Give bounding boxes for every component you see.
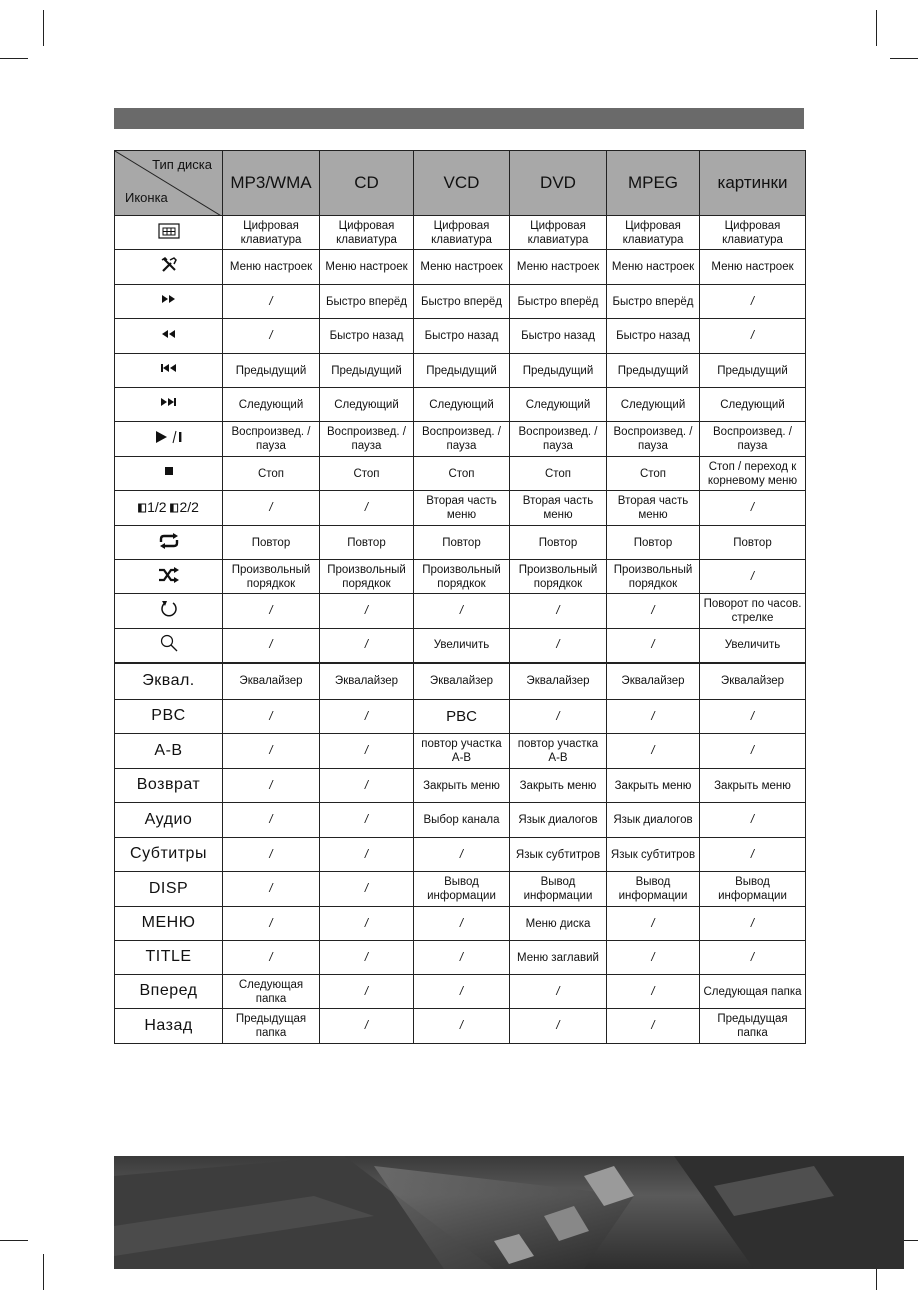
- table-cell: Поворот по часов. стрелке: [700, 594, 806, 629]
- table-cell: Вторая часть меню: [510, 491, 607, 526]
- stop-icon: [115, 457, 223, 491]
- row-label: [115, 975, 223, 1009]
- table-cell: /: [700, 907, 806, 941]
- table-cell: /: [223, 803, 320, 838]
- table-cell: Повтор: [700, 526, 806, 560]
- table-cell: Воспроизвед. / пауза: [414, 422, 510, 457]
- table-header-row: [115, 151, 806, 216]
- row-label: [115, 872, 223, 907]
- table-cell: Эквалайзер: [510, 663, 607, 700]
- table-row: [115, 354, 806, 388]
- table-cell: /: [320, 734, 414, 769]
- table-cell: Предыдущий: [320, 354, 414, 388]
- table-cell: Воспроизвед. / пауза: [700, 422, 806, 457]
- table-row: [115, 491, 806, 526]
- table-row: [115, 907, 806, 941]
- table-row: [115, 700, 806, 734]
- table-row: [115, 526, 806, 560]
- table-cell: Эквалайзер: [700, 663, 806, 700]
- crop-mark: [43, 10, 44, 46]
- table-cell: Быстро вперёд: [320, 285, 414, 319]
- table-cell: Быстро вперёд: [510, 285, 607, 319]
- table-row: [115, 319, 806, 354]
- table-cell: Увеличить: [700, 629, 806, 663]
- table-cell: Воспроизвед. / пауза: [607, 422, 700, 457]
- table-cell: Произвольный порядкок: [607, 560, 700, 594]
- row-label-text: DISP: [148, 879, 189, 897]
- row-label: [115, 769, 223, 803]
- table-cell: Меню настроек: [700, 250, 806, 285]
- table-cell: Следующий: [320, 388, 414, 422]
- table-row: [115, 941, 806, 975]
- table-cell: /: [320, 941, 414, 975]
- table-cell: /: [320, 629, 414, 663]
- table-cell: Предыдущий: [223, 354, 320, 388]
- table-cell: Повтор: [223, 526, 320, 560]
- table-cell: Стоп / переход к корневому меню: [700, 457, 806, 491]
- shuffle-icon: [115, 560, 223, 594]
- crop-mark: [43, 1254, 44, 1290]
- table-cell: Повтор: [607, 526, 700, 560]
- table-cell: Эквалайзер: [223, 663, 320, 700]
- row-label-text: Назад: [144, 1016, 193, 1034]
- table-cell: /: [320, 975, 414, 1009]
- crop-mark: [0, 1240, 28, 1241]
- table-cell: /: [223, 941, 320, 975]
- fast-forward-icon: [115, 285, 223, 319]
- table-cell: /: [700, 700, 806, 734]
- table-cell: Вторая часть меню: [414, 491, 510, 526]
- table-cell: Меню заглавий: [510, 941, 607, 975]
- table-cell: /: [607, 941, 700, 975]
- table-row: [115, 838, 806, 872]
- table-cell: Произвольный порядкок: [223, 560, 320, 594]
- function-table: [114, 150, 806, 1044]
- rotate-icon: [115, 594, 223, 629]
- table-cell: /: [414, 1009, 510, 1044]
- table-cell: Быстро назад: [510, 319, 607, 354]
- table-cell: Воспроизвед. / пауза: [223, 422, 320, 457]
- table-row: [115, 250, 806, 285]
- table-row: [115, 769, 806, 803]
- table-cell: Меню настроек: [607, 250, 700, 285]
- table-cell: /: [414, 838, 510, 872]
- table-cell: /: [320, 803, 414, 838]
- table-cell: Повтор: [320, 526, 414, 560]
- table-cell: /: [223, 594, 320, 629]
- table-cell: /: [700, 803, 806, 838]
- table-cell: Вторая часть меню: [607, 491, 700, 526]
- table-cell: /: [320, 1009, 414, 1044]
- table-cell: /: [320, 838, 414, 872]
- table-row: [115, 872, 806, 907]
- table-row: [115, 803, 806, 838]
- table-cell: Стоп: [414, 457, 510, 491]
- table-cell: Эквалайзер: [320, 663, 414, 700]
- table-cell: Цифровая клавиатура: [607, 216, 700, 250]
- table-cell: Быстро назад: [607, 319, 700, 354]
- table-row: [115, 457, 806, 491]
- table-cell: /: [223, 285, 320, 319]
- table-cell: Цифровая клавиатура: [414, 216, 510, 250]
- table-cell: Предыдущий: [607, 354, 700, 388]
- table-cell: Произвольный порядкок: [414, 560, 510, 594]
- row-label-text: Вперед: [139, 982, 198, 999]
- table-row: [115, 422, 806, 457]
- table-cell: повтор участка A-B: [510, 734, 607, 769]
- play-pause-icon: [115, 422, 223, 457]
- table-cell: Закрыть меню: [414, 769, 510, 803]
- column-header: MPEG: [607, 151, 700, 216]
- table-row: [115, 975, 806, 1009]
- table-cell: Язык диалогов: [607, 803, 700, 838]
- table-cell: Меню настроек: [223, 250, 320, 285]
- table-cell: Произвольный порядкок: [320, 560, 414, 594]
- table-cell: Язык субтитров: [607, 838, 700, 872]
- row-label: [115, 700, 223, 734]
- table-cell: /: [607, 1009, 700, 1044]
- next-icon: [115, 388, 223, 422]
- row-label: [115, 803, 223, 838]
- table-cell: Следующая папка: [700, 975, 806, 1009]
- table-cell: /: [414, 941, 510, 975]
- table-row: [115, 388, 806, 422]
- table-cell: /: [223, 734, 320, 769]
- table-cell: Воспроизвед. / пауза: [510, 422, 607, 457]
- row-label-text: A-B: [154, 741, 183, 759]
- row-label-text: Эквал.: [142, 671, 195, 689]
- table-cell: Стоп: [607, 457, 700, 491]
- table-cell: Стоп: [223, 457, 320, 491]
- table-cell: /: [320, 700, 414, 734]
- corner-type-label: Тип диска: [152, 157, 212, 172]
- crop-mark: [0, 58, 28, 59]
- table-cell: повтор участка A-B: [414, 734, 510, 769]
- table-cell: Предыдущий: [414, 354, 510, 388]
- table-cell: Следующий: [607, 388, 700, 422]
- table-cell: /: [700, 491, 806, 526]
- rewind-icon: [115, 319, 223, 354]
- table-cell: Следующий: [414, 388, 510, 422]
- table-cell: Следующая папка: [223, 975, 320, 1009]
- table-cell: /: [414, 594, 510, 629]
- corner-cell: [115, 151, 223, 216]
- table-cell: Увеличить: [414, 629, 510, 663]
- column-header: CD: [320, 151, 414, 216]
- row-label-text: МЕНЮ: [141, 914, 196, 931]
- table-cell: Повтор: [414, 526, 510, 560]
- row-label: [115, 838, 223, 872]
- table-cell: Вывод информации: [510, 872, 607, 907]
- table-cell: Эквалайзер: [414, 663, 510, 700]
- table-row: [115, 629, 806, 663]
- table-cell: /: [320, 872, 414, 907]
- table-cell: /: [700, 285, 806, 319]
- row-label: [115, 663, 223, 700]
- table-cell: Меню настроек: [320, 250, 414, 285]
- repeat-icon: [115, 526, 223, 560]
- table-row: [115, 560, 806, 594]
- table-cell: Стоп: [510, 457, 607, 491]
- table-row: [115, 216, 806, 250]
- table-cell: Предыдущий: [700, 354, 806, 388]
- table-cell: /: [607, 629, 700, 663]
- table-cell: PBC: [414, 700, 510, 734]
- table-cell: /: [607, 700, 700, 734]
- footer-decoration: [114, 1156, 904, 1269]
- row-label: [115, 1009, 223, 1044]
- table-cell: Стоп: [320, 457, 414, 491]
- table-cell: /: [223, 319, 320, 354]
- table-cell: /: [700, 838, 806, 872]
- table-cell: /: [320, 907, 414, 941]
- table-cell: Быстро вперёд: [414, 285, 510, 319]
- row-label-text: TITLE: [145, 948, 192, 965]
- table-cell: /: [223, 769, 320, 803]
- table-cell: Язык диалогов: [510, 803, 607, 838]
- table-cell: /: [414, 975, 510, 1009]
- row-label-text: Возврат: [136, 776, 201, 793]
- table-cell: /: [223, 700, 320, 734]
- header-bar: [114, 108, 804, 129]
- footer-pattern: [114, 1156, 904, 1269]
- table-cell: Следующий: [510, 388, 607, 422]
- table-cell: Язык субтитров: [510, 838, 607, 872]
- table-row: [115, 734, 806, 769]
- crop-mark: [890, 58, 918, 59]
- table-cell: Предыдущий: [510, 354, 607, 388]
- table-cell: Быстро вперёд: [607, 285, 700, 319]
- table-row: [115, 663, 806, 700]
- table-cell: /: [223, 838, 320, 872]
- table-cell: /: [510, 700, 607, 734]
- table-cell: Произвольный порядкок: [510, 560, 607, 594]
- row-label: [115, 941, 223, 975]
- table-cell: /: [510, 594, 607, 629]
- table-cell: Воспроизвед. / пауза: [320, 422, 414, 457]
- table-cell: Быстро назад: [320, 319, 414, 354]
- table-cell: /: [700, 734, 806, 769]
- table-cell: /: [510, 975, 607, 1009]
- table-cell: Цифровая клавиатура: [510, 216, 607, 250]
- table-cell: /: [320, 769, 414, 803]
- row-label-text: Аудио: [144, 810, 193, 828]
- table-cell: /: [510, 629, 607, 663]
- column-header: MP3/WMA: [223, 151, 320, 216]
- table-cell: Следующий: [700, 388, 806, 422]
- table-cell: Меню настроек: [510, 250, 607, 285]
- table-cell: /: [320, 491, 414, 526]
- row-label-text: PBC: [151, 707, 186, 724]
- table-cell: /: [414, 907, 510, 941]
- table-row: [115, 285, 806, 319]
- table-cell: Предыдущая папка: [700, 1009, 806, 1044]
- table-cell: /: [510, 1009, 607, 1044]
- table-row: [115, 1009, 806, 1044]
- table-cell: Повтор: [510, 526, 607, 560]
- table-cell: /: [223, 491, 320, 526]
- table-cell: Выбор канала: [414, 803, 510, 838]
- previous-icon: [115, 354, 223, 388]
- table-cell: Цифровая клавиатура: [223, 216, 320, 250]
- table-cell: Цифровая клавиатура: [320, 216, 414, 250]
- table-cell: /: [607, 975, 700, 1009]
- table-cell: /: [700, 560, 806, 594]
- table-cell: Закрыть меню: [607, 769, 700, 803]
- table-cell: Закрыть меню: [510, 769, 607, 803]
- table-cell: /: [223, 629, 320, 663]
- table-cell: /: [607, 907, 700, 941]
- table-cell: Следующий: [223, 388, 320, 422]
- row-label: [115, 734, 223, 769]
- table-cell: /: [223, 872, 320, 907]
- column-header: VCD: [414, 151, 510, 216]
- row-label-text: Субтитры: [130, 845, 207, 862]
- row-label: [115, 907, 223, 941]
- table-row: [115, 594, 806, 629]
- settings-tools-icon: [115, 250, 223, 285]
- table-cell: Меню диска: [510, 907, 607, 941]
- column-header: картинки: [700, 151, 806, 216]
- zoom-icon: [115, 629, 223, 663]
- table-cell: /: [607, 594, 700, 629]
- table-cell: Вывод информации: [607, 872, 700, 907]
- table-cell: Вывод информации: [700, 872, 806, 907]
- table-cell: /: [223, 907, 320, 941]
- table-cell: Цифровая клавиатура: [700, 216, 806, 250]
- crop-mark: [876, 10, 877, 46]
- table-cell: Предыдущая папка: [223, 1009, 320, 1044]
- table-cell: Вывод информации: [414, 872, 510, 907]
- table-cell: /: [700, 319, 806, 354]
- table-cell: Быстро назад: [414, 319, 510, 354]
- table-cell: Закрыть меню: [700, 769, 806, 803]
- corner-icon-label: Иконка: [125, 190, 168, 205]
- table-cell: /: [320, 594, 414, 629]
- table-cell: Меню настроек: [414, 250, 510, 285]
- column-header: DVD: [510, 151, 607, 216]
- keypad-icon: [115, 216, 223, 250]
- table-cell: /: [700, 941, 806, 975]
- table-cell: Эквалайзер: [607, 663, 700, 700]
- table-cell: /: [607, 734, 700, 769]
- half-icon: 1/2 2/2: [115, 491, 223, 526]
